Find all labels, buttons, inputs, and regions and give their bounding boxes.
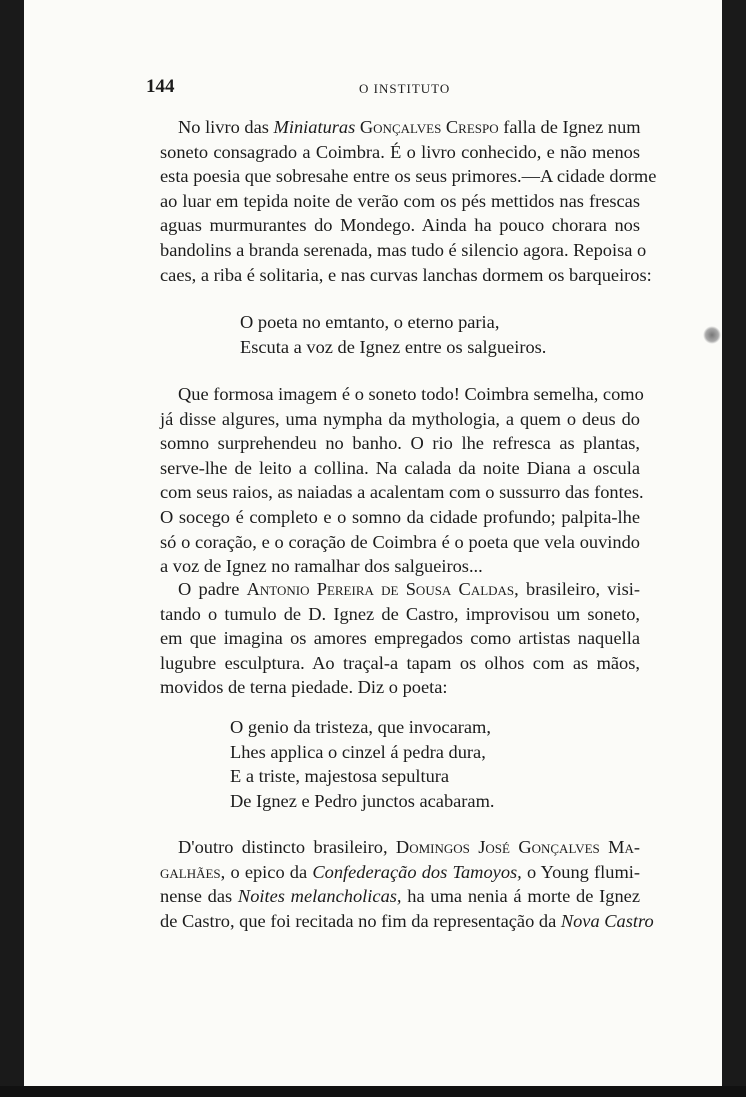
text-run: No livro das <box>178 117 274 137</box>
text-run: Que formosa imagem é o soneto todo! Coimbra semelha, como <box>178 384 644 404</box>
text-run: a voz de Ignez no ramalhar dos salgueiros... <box>160 556 483 577</box>
page-number: 144 <box>146 76 175 97</box>
text-line <box>160 909 654 934</box>
italic-title: Nova Castro <box>560 910 654 931</box>
text-run: ha uma nenia á morte de Ignez <box>401 886 640 907</box>
text-run: lugubre esculptura. Ao traçal-a tapam os olhos com as mãos, <box>160 652 640 673</box>
verse-line: Lhes applica o cinzel á pedra dura, <box>230 741 486 762</box>
text-line <box>160 626 640 651</box>
text-line <box>160 456 640 481</box>
text-line <box>160 189 640 214</box>
italic-title: Miniaturas <box>273 117 356 137</box>
text-run: O padre <box>178 579 247 599</box>
author-name: galhães <box>160 861 221 882</box>
text-line <box>160 505 640 530</box>
text-line <box>160 407 640 432</box>
text-line <box>160 382 644 407</box>
author-name: Gonçalves Crespo <box>359 117 499 137</box>
italic-title: Confederação dos Tamoyos, <box>312 861 522 882</box>
text-run: , brasileiro, visi- <box>514 579 640 599</box>
text-run: soneto consagrado a Coimbra. É o livro conhecido, e não menos <box>160 141 640 162</box>
paragraph-3 <box>160 577 640 700</box>
author-name: Antonio Pereira de Sousa Caldas <box>246 579 515 599</box>
text-line <box>160 602 640 627</box>
scan-border-right <box>722 0 746 1097</box>
author-name: Domingos José Gonçalves Ma- <box>395 837 640 857</box>
text-run: o Young flumi- <box>521 861 641 882</box>
paragraph-4 <box>160 835 654 933</box>
text-line <box>160 884 640 909</box>
text-run: esta poesia que sobresahe entre os seus primores.—A cidade dorme <box>160 166 657 187</box>
text-line <box>160 554 640 579</box>
verse-quote-1 <box>240 310 640 359</box>
scan-border-bottom <box>0 1086 746 1097</box>
text-line <box>160 577 640 602</box>
verse-quote-2 <box>230 715 630 813</box>
text-run: ao luar em tepida noite de verão com os pés mettidos nas frescas <box>160 190 640 211</box>
text-run: , o epico da <box>220 861 313 882</box>
running-title: O INSTITUTO <box>359 81 451 96</box>
text-run: tando o tumulo de D. Ignez de Castro, improvisou um soneto, <box>160 603 640 624</box>
text-run: de Castro, que foi recitada no fim da representação da <box>160 910 561 931</box>
text-run: D'outro distincto brasileiro, <box>178 837 396 857</box>
text-run: em que imagina os amores empregados como artistas naquella <box>160 628 640 649</box>
text-line <box>160 238 647 263</box>
text-run: serve-lhe de leito a collina. Na calada da noite Diana a oscula <box>160 457 640 478</box>
italic-title: Noites melancholicas, <box>237 886 402 907</box>
text-run: já disse algures, uma nympha da mythologia, a quem o deus do <box>160 408 640 429</box>
paragraph-2 <box>160 382 644 579</box>
text-line <box>160 115 640 140</box>
text-line <box>160 140 640 165</box>
text-run: com seus raios, as naiadas a acalentam com o sussurro das fontes. <box>160 482 644 503</box>
text-run: O socego é completo e o somno da cidade profundo; palpita-lhe <box>160 506 640 527</box>
text-line <box>160 431 640 456</box>
text-run: só o coração, e o coração de Coimbra é o poeta que vela ouvindo <box>160 531 640 552</box>
page-header <box>146 76 636 102</box>
text-run: movidos de terna piedade. Diz o poeta: <box>160 677 448 698</box>
text-line <box>160 263 652 288</box>
text-run: falla de Ignez num <box>498 117 641 137</box>
text-line <box>160 675 640 700</box>
scan-speck <box>703 326 721 344</box>
text-run: aguas murmurantes do Mondego. Ainda ha pouco chorara nos <box>160 215 640 236</box>
verse-line: O poeta no emtanto, o eterno paria, <box>240 312 500 332</box>
text-run: somno surprehendeu no banho. O rio lhe refresca as plantas, <box>160 433 640 454</box>
paragraph-1 <box>160 115 657 287</box>
text-run: nense das <box>160 886 238 907</box>
text-line <box>160 164 657 189</box>
text-line <box>160 651 640 676</box>
text-run: caes, a riba é solitaria, e nas curvas lanchas dormem os barqueiros: <box>160 264 652 285</box>
text-line <box>160 480 644 505</box>
verse-line: De Ignez e Pedro junctos acabaram. <box>230 790 495 811</box>
text-line <box>160 213 640 238</box>
text-line <box>160 835 640 860</box>
text-line <box>160 530 640 555</box>
text-line <box>160 860 640 885</box>
text-run: bandolins a branda serenada, mas tudo é silencio agora. Repoisa o <box>160 239 647 260</box>
verse-line: E a triste, majestosa sepultura <box>230 766 450 787</box>
verse-line: O genio da tristeza, que invocaram, <box>230 717 491 737</box>
verse-line: Escuta a voz de Ignez entre os salgueiros. <box>240 336 547 357</box>
